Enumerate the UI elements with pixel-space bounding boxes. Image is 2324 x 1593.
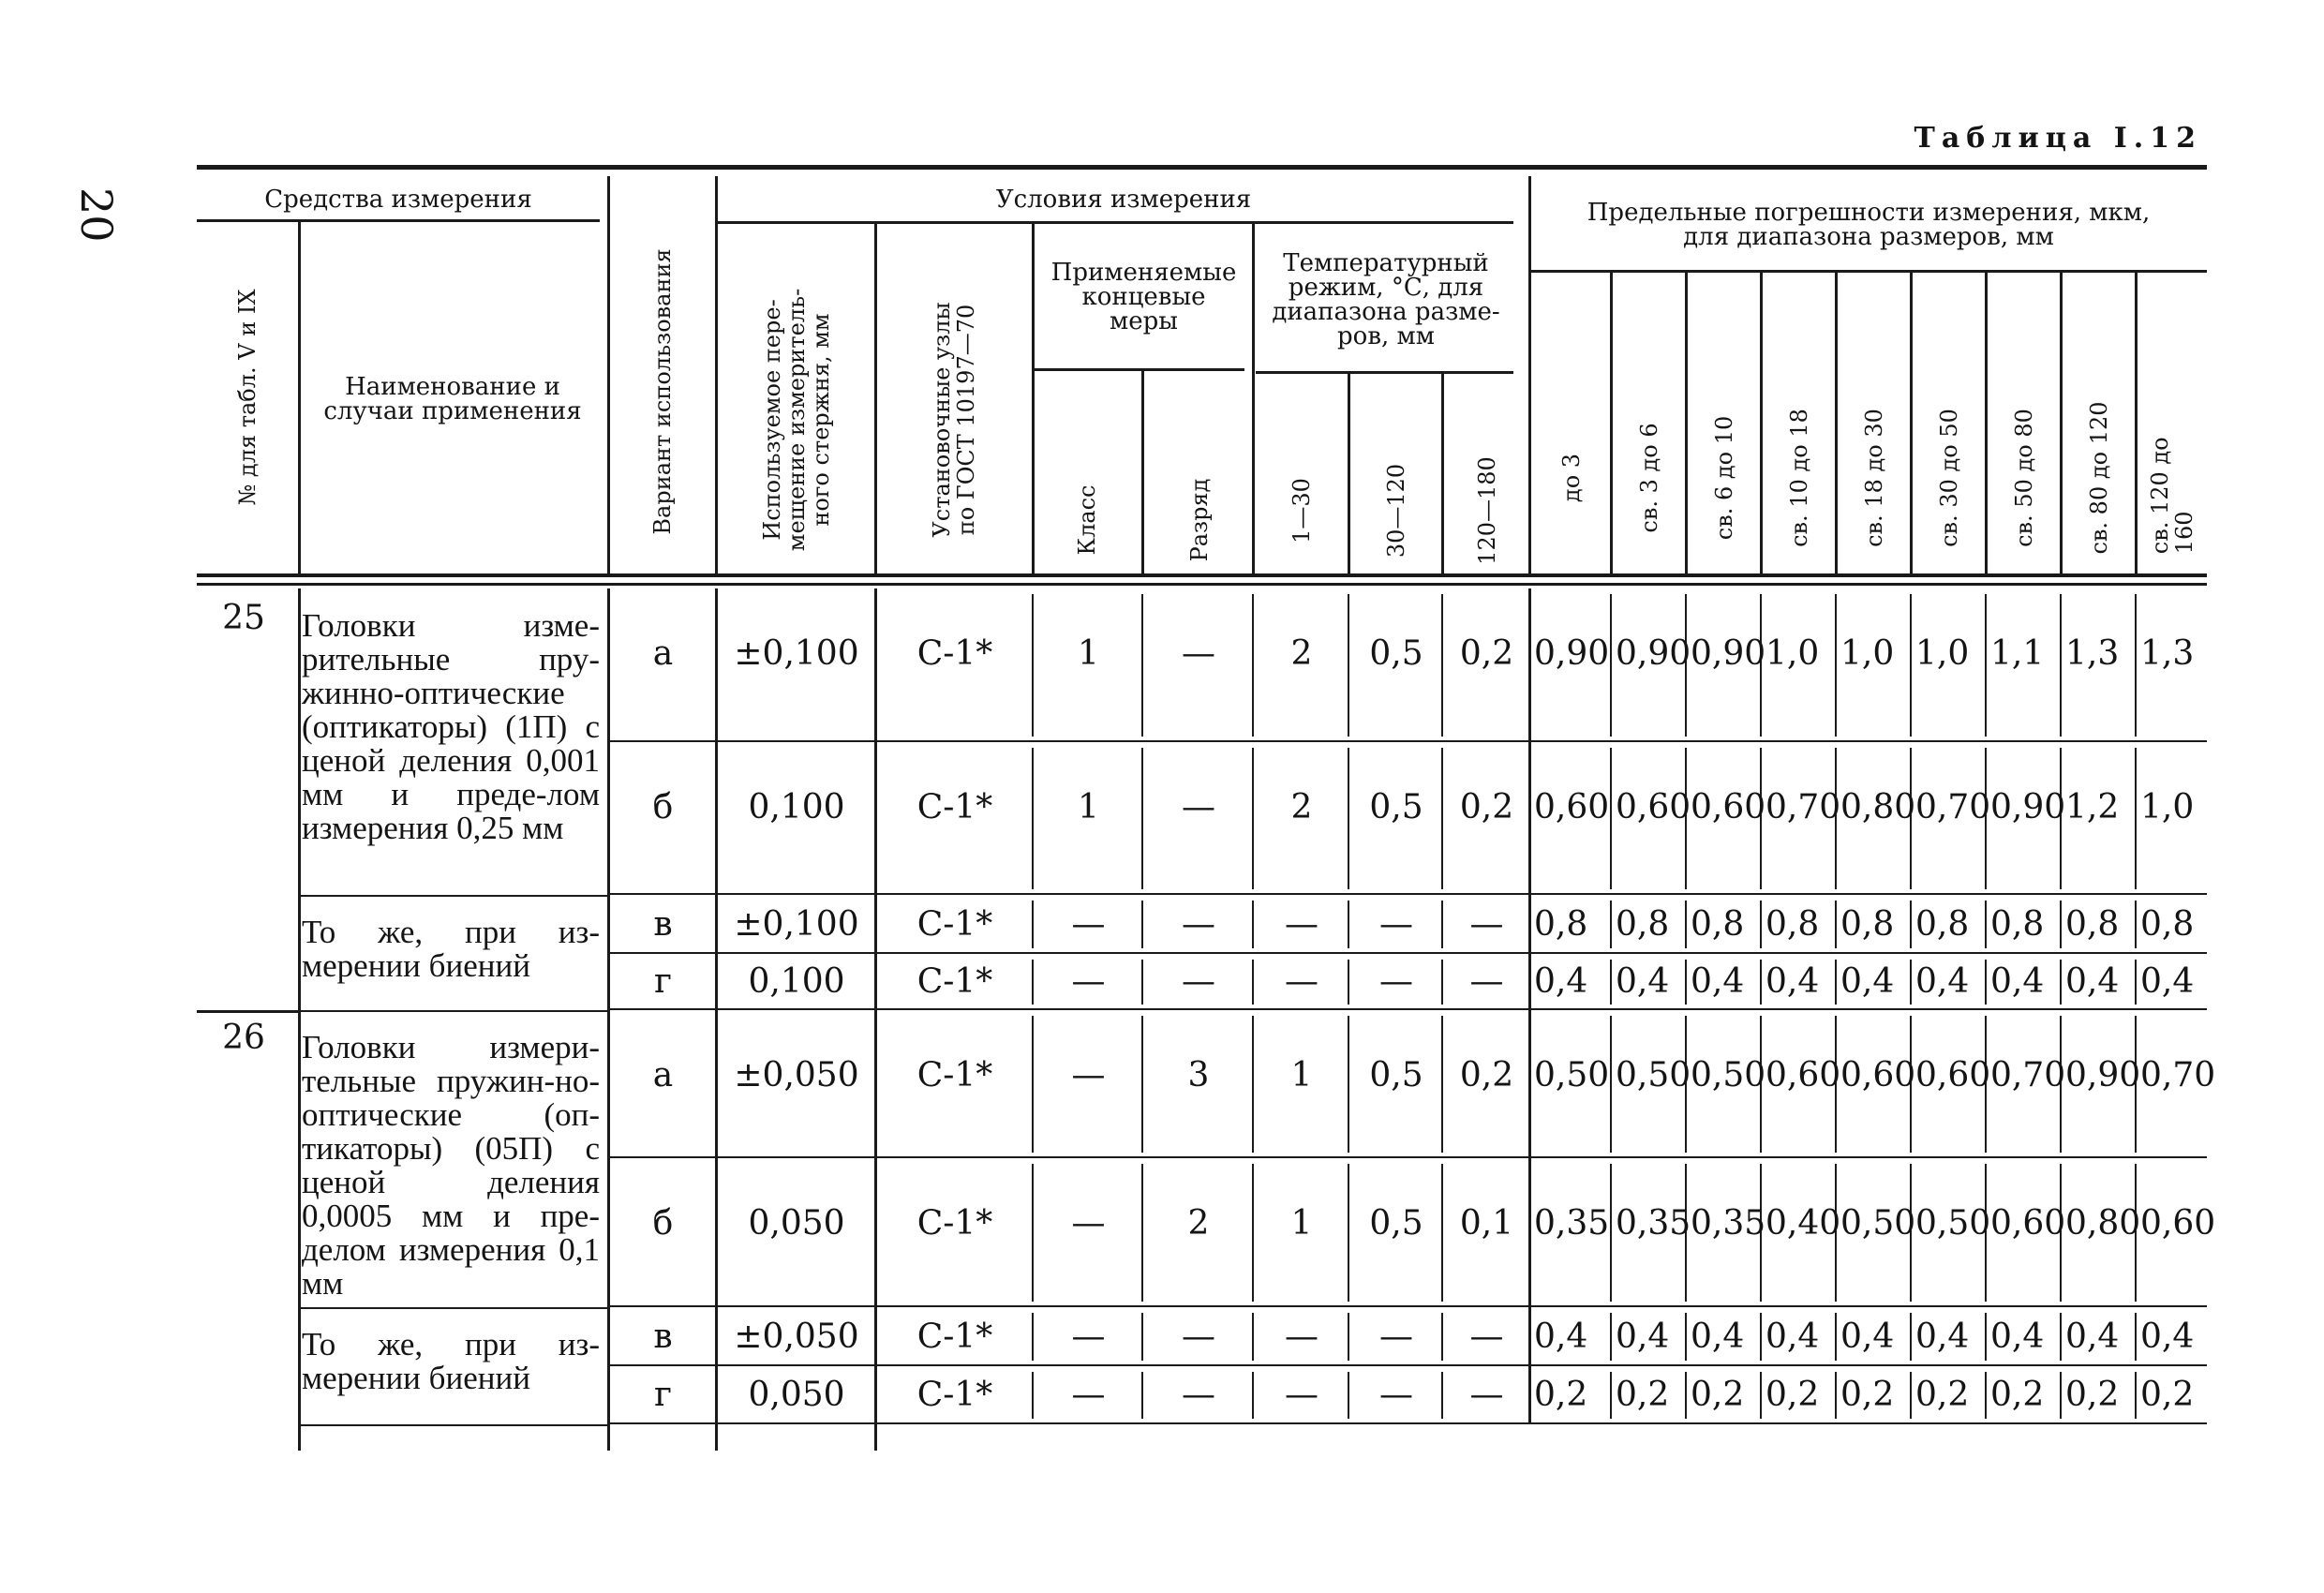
header-col-nodes: Установочные узлы по ГОСТ 10197—70 bbox=[929, 302, 979, 538]
row-rule bbox=[609, 740, 2207, 742]
cell-error: 0,8 bbox=[1990, 904, 2045, 944]
header-rule-blocks bbox=[1034, 368, 1244, 371]
cell-temp: — bbox=[1469, 904, 1504, 944]
instrument-description: Головки измери-тельные пружин-но-оптические (оп-тикаторы) (05П) с ценой деления 0,0005 мм и пре-делом измерения 0,1 мм bbox=[302, 1029, 600, 1302]
header-bottom-rule-1 bbox=[197, 573, 2207, 577]
cell-error: 0,4 bbox=[2140, 1317, 2195, 1356]
cell-move: 0,100 bbox=[748, 962, 845, 1001]
header-sredstva: Средства измерения bbox=[264, 186, 532, 214]
cell-error: 0,2 bbox=[1840, 1376, 1895, 1414]
cell-error: 0,4 bbox=[1840, 962, 1895, 1001]
row-rule bbox=[609, 893, 2207, 895]
cell-error: 0,70 bbox=[1990, 1056, 2066, 1094]
cell-temp: — bbox=[1379, 1376, 1413, 1414]
header-gauge-blocks: Применяемые концевые меры bbox=[1050, 259, 1237, 335]
group-separator bbox=[197, 1010, 298, 1013]
cell-error: 0,80 bbox=[2065, 1204, 2141, 1243]
cell-temp: — bbox=[1379, 1317, 1413, 1356]
row-rule bbox=[609, 1422, 2207, 1424]
cell-error: 1,0 bbox=[1765, 634, 1820, 673]
cell-class: — bbox=[1071, 1317, 1106, 1356]
cell-class: — bbox=[1071, 1056, 1106, 1094]
cell-error: 0,4 bbox=[1765, 962, 1820, 1001]
body-vline bbox=[1528, 588, 1531, 1424]
cell-error: 1,0 bbox=[1840, 634, 1895, 673]
cell-grade: — bbox=[1182, 634, 1215, 673]
cell-nodes: С-1* bbox=[916, 1056, 993, 1094]
cell-error: 1,3 bbox=[2140, 634, 2195, 673]
cell-temp: 0,1 bbox=[1459, 1204, 1514, 1243]
header-col-move: Используемое пере- мещение измеритель- ного стержня, мм bbox=[759, 288, 834, 552]
row-rule bbox=[609, 1008, 2207, 1010]
cell-error: 0,2 bbox=[1765, 1376, 1820, 1414]
cell-temp: — bbox=[1469, 962, 1504, 1001]
header-size-range: св. 18 до 30 bbox=[1861, 409, 1887, 547]
header-size-range: св. 3 до 6 bbox=[1636, 423, 1662, 533]
cell-variant: в bbox=[653, 1317, 673, 1356]
cell-error: 1,0 bbox=[2140, 788, 2195, 826]
cell-error: 0,4 bbox=[1534, 1317, 1588, 1356]
cell-class: — bbox=[1071, 904, 1106, 944]
header-vline bbox=[1610, 272, 1613, 573]
item-separator bbox=[298, 1424, 607, 1426]
cell-error: 0,70 bbox=[2140, 1056, 2216, 1094]
item-separator bbox=[298, 1010, 607, 1012]
cell-error: 0,4 bbox=[1691, 962, 1745, 1001]
cell-error: 0,4 bbox=[1616, 962, 1670, 1001]
cell-error: 0,4 bbox=[1616, 1317, 1670, 1356]
cell-error: 0,8 bbox=[1840, 904, 1895, 944]
cell-move: ±0,050 bbox=[734, 1317, 859, 1356]
cell-error: 0,4 bbox=[1840, 1317, 1895, 1356]
body-vline bbox=[298, 588, 301, 1451]
cell-class: — bbox=[1071, 1376, 1106, 1414]
cell-error: 0,50 bbox=[1840, 1204, 1916, 1243]
cell-error: 0,90 bbox=[1616, 634, 1691, 673]
cell-error: 0,60 bbox=[2140, 1204, 2216, 1243]
cell-error: 0,70 bbox=[1765, 788, 1841, 826]
cell-grade: 2 bbox=[1187, 1204, 1210, 1243]
cell-temp: 0,5 bbox=[1369, 1056, 1423, 1094]
cell-variant: а bbox=[652, 1056, 674, 1094]
cell-move: 0,050 bbox=[748, 1204, 845, 1243]
cell-temp: 2 bbox=[1290, 634, 1313, 673]
cell-error: 0,60 bbox=[1990, 1204, 2066, 1243]
cell-error: 0,8 bbox=[1765, 904, 1820, 944]
cell-temp: 0,5 bbox=[1369, 634, 1423, 673]
cell-grade: — bbox=[1182, 1376, 1215, 1414]
cell-error: 0,90 bbox=[1990, 788, 2066, 826]
cell-error: 0,8 bbox=[1915, 904, 1970, 944]
cell-nodes: С-1* bbox=[916, 1376, 993, 1414]
item-separator bbox=[298, 895, 607, 897]
top-rule bbox=[197, 165, 2207, 170]
cell-temp: — bbox=[1285, 962, 1318, 1001]
cell-error: 0,4 bbox=[1990, 1317, 2045, 1356]
instrument-description: Головки изме-рительные пру-жинно-оптические (оптикаторы) (1П) с ценой деления 0,001 мм и преде-лом измерения 0,25 мм bbox=[302, 607, 600, 846]
header-temp-regime: Температурный режим, °С, для диапазона разме- ров, мм bbox=[1272, 249, 1500, 350]
cell-temp: — bbox=[1285, 1376, 1318, 1414]
cell-class: 1 bbox=[1078, 634, 1099, 673]
header-bottom-rule-2 bbox=[197, 583, 2207, 586]
cell-nodes: С-1* bbox=[916, 1204, 993, 1243]
cell-temp: 0,2 bbox=[1459, 1056, 1514, 1094]
header-temp-range: 30—120 bbox=[1383, 463, 1409, 558]
header-size-range: св. 120 до 160 bbox=[2146, 437, 2197, 555]
cell-move: ±0,100 bbox=[734, 904, 859, 944]
cell-error: 0,35 bbox=[1691, 1204, 1766, 1243]
header-rule-usloviya bbox=[717, 221, 1513, 224]
cell-nodes: С-1* bbox=[916, 962, 993, 1001]
cell-nodes: С-1* bbox=[916, 634, 993, 673]
cell-error: 0,8 bbox=[1691, 904, 1745, 944]
cell-move: ±0,100 bbox=[734, 634, 859, 673]
cell-grade: — bbox=[1182, 1317, 1215, 1356]
cell-error: 0,8 bbox=[2065, 904, 2120, 944]
cell-error: 0,60 bbox=[1616, 788, 1691, 826]
cell-variant: б bbox=[652, 788, 674, 826]
header-vline bbox=[874, 221, 877, 573]
instrument-description: То же, при из-мерении биений bbox=[302, 1326, 600, 1396]
cell-class: — bbox=[1071, 962, 1106, 1001]
cell-temp: — bbox=[1285, 904, 1318, 944]
cell-nodes: С-1* bbox=[916, 1317, 993, 1356]
cell-grade: 3 bbox=[1187, 1056, 1210, 1094]
cell-temp: 0,2 bbox=[1459, 788, 1514, 826]
cell-error: 0,90 bbox=[1691, 634, 1766, 673]
header-col-grade: Разряд bbox=[1186, 478, 1213, 562]
cell-error: 0,90 bbox=[2065, 1056, 2141, 1094]
header-rule-temp bbox=[1256, 371, 1513, 374]
header-size-range: до 3 bbox=[1557, 453, 1585, 503]
cell-error: 0,4 bbox=[1915, 962, 1970, 1001]
cell-error: 0,50 bbox=[1691, 1056, 1766, 1094]
page-number: 20 bbox=[71, 187, 122, 243]
cell-error: 0,35 bbox=[1616, 1204, 1691, 1243]
header-size-range: св. 10 до 18 bbox=[1786, 409, 1812, 547]
group-number: 25 bbox=[222, 599, 265, 637]
header-col-no: № для табл. V и IX bbox=[234, 289, 261, 506]
cell-error: 0,90 bbox=[1534, 634, 1610, 673]
cell-error: 0,4 bbox=[2065, 962, 2120, 1001]
cell-error: 0,4 bbox=[1534, 962, 1588, 1001]
cell-temp: 0,2 bbox=[1459, 634, 1514, 673]
cell-temp: — bbox=[1379, 904, 1413, 944]
cell-error: 0,2 bbox=[1915, 1376, 1970, 1414]
row-rule bbox=[609, 1305, 2207, 1307]
cell-error: 0,4 bbox=[2140, 962, 2195, 1001]
cell-error: 0,8 bbox=[1534, 904, 1588, 944]
header-size-range: св. 30 до 50 bbox=[1936, 409, 1962, 547]
cell-temp: 2 bbox=[1290, 788, 1313, 826]
cell-error: 0,4 bbox=[1915, 1317, 1970, 1356]
header-temp-range: 120—180 bbox=[1473, 456, 1500, 565]
cell-error: 0,8 bbox=[1616, 904, 1670, 944]
cell-temp: 1 bbox=[1290, 1056, 1313, 1094]
cell-error: 1,2 bbox=[2065, 788, 2120, 826]
cell-nodes: С-1* bbox=[916, 788, 993, 826]
header-vline bbox=[607, 176, 610, 573]
cell-variant: б bbox=[652, 1204, 674, 1243]
cell-error: 0,35 bbox=[1534, 1204, 1610, 1243]
item-separator bbox=[298, 1307, 607, 1309]
header-vline bbox=[1985, 272, 1988, 573]
cell-error: 0,50 bbox=[1534, 1056, 1610, 1094]
cell-temp: 0,5 bbox=[1369, 1204, 1423, 1243]
header-rule-sredstva bbox=[197, 219, 600, 222]
row-rule bbox=[609, 1364, 2207, 1366]
cell-grade: — bbox=[1182, 788, 1215, 826]
cell-error: 0,2 bbox=[1534, 1376, 1588, 1414]
cell-error: 1,0 bbox=[1915, 634, 1970, 673]
cell-error: 0,4 bbox=[1990, 962, 2045, 1001]
header-vline bbox=[1685, 272, 1688, 573]
header-vline bbox=[715, 176, 718, 573]
cell-move: ±0,050 bbox=[734, 1056, 859, 1094]
cell-error: 0,2 bbox=[1691, 1376, 1745, 1414]
header-vline bbox=[1835, 272, 1838, 573]
header-rule-errors bbox=[1530, 270, 2207, 273]
header-col-class: Класс bbox=[1074, 484, 1100, 556]
cell-error: 0,50 bbox=[1616, 1056, 1691, 1094]
cell-error: 0,60 bbox=[1534, 788, 1610, 826]
cell-error: 0,70 bbox=[1915, 788, 1991, 826]
header-size-range: св. 6 до 10 bbox=[1711, 415, 1737, 541]
cell-error: 0,2 bbox=[2140, 1376, 2195, 1414]
cell-grade: — bbox=[1182, 904, 1215, 944]
cell-error: 0,60 bbox=[1765, 1056, 1841, 1094]
cell-move: 0,100 bbox=[748, 788, 845, 826]
header-vline bbox=[1760, 272, 1763, 573]
cell-grade: — bbox=[1182, 962, 1215, 1001]
row-rule bbox=[609, 1156, 2207, 1158]
cell-variant: в bbox=[653, 904, 673, 944]
row-rule bbox=[609, 952, 2207, 954]
cell-temp: 1 bbox=[1290, 1204, 1313, 1243]
cell-error: 0,60 bbox=[1691, 788, 1766, 826]
cell-error: 1,1 bbox=[1990, 634, 2045, 673]
cell-error: 0,60 bbox=[1840, 1056, 1916, 1094]
cell-error: 1,3 bbox=[2065, 634, 2120, 673]
header-size-range: св. 80 до 120 bbox=[2086, 401, 2112, 555]
header-temp-range: 1—30 bbox=[1289, 478, 1315, 543]
header-limit-errors: Предельные погрешности измерения, мкм, для диапазона размеров, мм bbox=[1587, 199, 2151, 251]
cell-temp: — bbox=[1285, 1317, 1318, 1356]
cell-temp: — bbox=[1469, 1376, 1504, 1414]
cell-class: — bbox=[1071, 1204, 1106, 1243]
cell-error: 0,8 bbox=[2140, 904, 2195, 944]
header-size-range: св. 50 до 80 bbox=[2011, 409, 2037, 547]
cell-move: 0,050 bbox=[748, 1376, 845, 1414]
cell-variant: г bbox=[654, 962, 672, 1001]
cell-variant: г bbox=[654, 1376, 672, 1414]
group-number: 26 bbox=[222, 1019, 265, 1057]
cell-error: 0,2 bbox=[2065, 1376, 2120, 1414]
cell-error: 0,2 bbox=[1616, 1376, 1670, 1414]
header-col-name: Наименование и случаи применения bbox=[323, 373, 582, 425]
header-usloviya: Условия измерения bbox=[995, 186, 1252, 214]
cell-error: 0,50 bbox=[1915, 1204, 1991, 1243]
cell-error: 0,2 bbox=[1990, 1376, 2045, 1414]
cell-error: 0,4 bbox=[2065, 1317, 2120, 1356]
table-title: Таблица I.12 bbox=[1914, 122, 2202, 155]
cell-error: 0,60 bbox=[1915, 1056, 1991, 1094]
cell-temp: — bbox=[1379, 962, 1413, 1001]
header-vline bbox=[1441, 371, 1444, 573]
cell-error: 0,40 bbox=[1765, 1204, 1841, 1243]
cell-class: 1 bbox=[1078, 788, 1099, 826]
header-vline bbox=[1141, 368, 1144, 573]
cell-nodes: С-1* bbox=[916, 904, 993, 944]
cell-variant: а bbox=[652, 634, 674, 673]
header-col-variant: Вариант использования bbox=[649, 248, 676, 535]
header-vline bbox=[1348, 371, 1350, 573]
cell-temp: — bbox=[1469, 1317, 1504, 1356]
cell-error: 0,80 bbox=[1840, 788, 1916, 826]
instrument-description: То же, при из-мерении биений bbox=[302, 914, 600, 984]
cell-temp: 0,5 bbox=[1369, 788, 1423, 826]
header-vline bbox=[2060, 272, 2063, 573]
header-vline bbox=[2135, 272, 2138, 573]
cell-error: 0,4 bbox=[1691, 1317, 1745, 1356]
header-vline bbox=[1910, 272, 1913, 573]
cell-error: 0,4 bbox=[1765, 1317, 1820, 1356]
